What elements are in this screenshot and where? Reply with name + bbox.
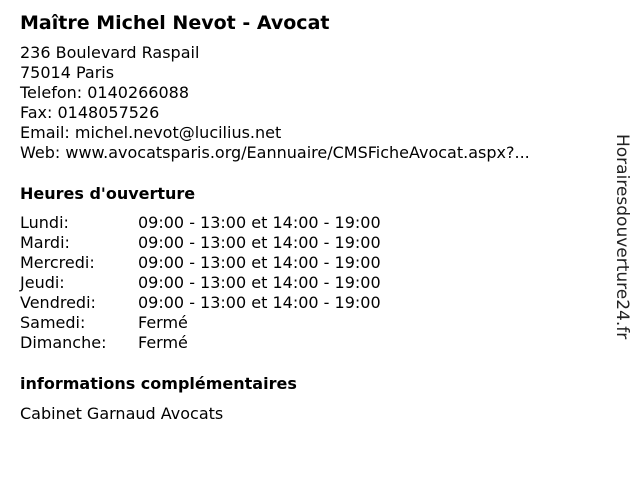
- email-line[interactable]: Email: michel.nevot@lucilius.net: [20, 123, 282, 142]
- hours-row-samedi: [20, 313, 381, 333]
- page-title: Maître Michel Nevot - Avocat: [20, 12, 330, 34]
- additional-info-text: Cabinet Garnaud Avocats: [20, 404, 224, 423]
- fax-line: Fax: 0148057526: [20, 103, 160, 122]
- hours-row-dimanche: [20, 333, 381, 353]
- phone-line[interactable]: Telefon: 0140266088: [20, 83, 190, 102]
- hours-row-vendredi: [20, 293, 381, 313]
- hours-row-jeudi: [20, 273, 381, 293]
- hours-row-mercredi: [20, 253, 381, 273]
- opening-hours-table: [20, 213, 381, 353]
- web-line[interactable]: Web: www.avocatsparis.org/Eannuaire/CMSFicheAvocat.aspx?...: [20, 143, 530, 162]
- opening-hours-heading: Heures d'ouverture: [20, 184, 196, 203]
- day-hours: 09:00 - 13:00 et 14:00 - 19:00: [138, 233, 381, 252]
- hours-row-mardi: [20, 233, 381, 253]
- day-label: Samedi:: [20, 313, 86, 332]
- day-hours: 09:00 - 13:00 et 14:00 - 19:00: [138, 253, 381, 272]
- site-watermark: Horairesdouverture24.fr: [612, 134, 632, 340]
- day-hours: 09:00 - 13:00 et 14:00 - 19:00: [138, 213, 381, 232]
- hours-row-lundi: [20, 213, 381, 233]
- day-hours: 09:00 - 13:00 et 14:00 - 19:00: [138, 273, 381, 292]
- day-label: Mardi:: [20, 233, 70, 252]
- day-label: Vendredi:: [20, 293, 96, 312]
- address-line: 236 Boulevard Raspail: [20, 43, 200, 62]
- day-label: Dimanche:: [20, 333, 107, 352]
- day-label: Mercredi:: [20, 253, 95, 272]
- additional-info-heading: informations complémentaires: [20, 374, 297, 393]
- day-hours: Fermé: [138, 333, 188, 352]
- day-hours: 09:00 - 13:00 et 14:00 - 19:00: [138, 293, 381, 312]
- city-line: 75014 Paris: [20, 63, 115, 82]
- contact-block: [20, 43, 530, 163]
- day-label: Lundi:: [20, 213, 69, 232]
- day-label: Jeudi:: [20, 273, 65, 292]
- day-hours: Fermé: [138, 313, 188, 332]
